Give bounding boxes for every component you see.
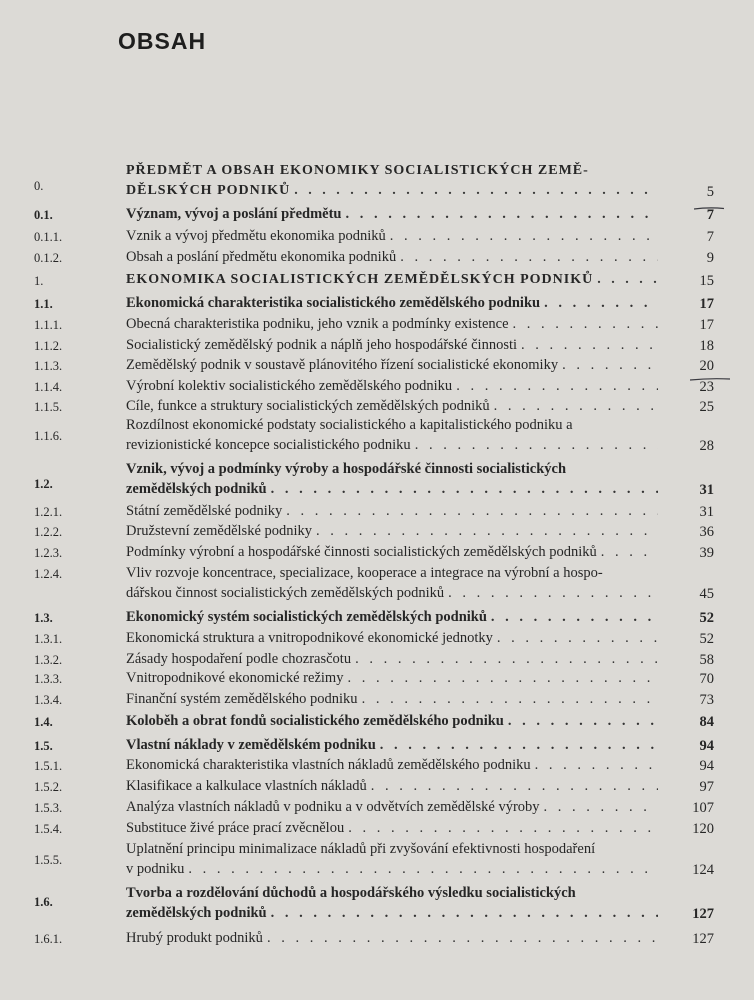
toc-entry-page: 120 xyxy=(692,821,714,837)
toc-entry-title: Význam, vývoj a poslání předmětu xyxy=(126,206,342,222)
toc-entry-number: 1. xyxy=(34,274,44,288)
toc-entry-title: Hrubý produkt podniků xyxy=(126,930,263,946)
pen-mark xyxy=(694,207,724,210)
toc-entry-title: PŘEDMĚT A OBSAH EKONOMIKY SOCIALISTICKÝCH ZEMĚ- xyxy=(126,163,589,178)
toc-entry-title: Vliv rozvoje koncentrace, specializace, kooperace a integrace na výrobní a hospo- xyxy=(126,565,603,581)
toc-entry-number: 1.3.2. xyxy=(34,653,63,667)
toc-entry-number: 1.3.3. xyxy=(34,672,63,686)
toc-entry-title: Socialistický zemědělský podnik a náplň jeho hospodářské činnosti xyxy=(126,337,518,353)
toc-entry-number: 1.3. xyxy=(34,611,53,625)
dot-leader xyxy=(376,737,658,754)
toc-entry-page: 20 xyxy=(699,358,714,374)
toc-entry-title: Zemědělský podnik v soustavě plánovitého řízení socialistické ekonomiky xyxy=(126,357,559,373)
dot-leader xyxy=(267,481,658,498)
toc-entry-title: Vlastní náklady v zemědělském podniku xyxy=(126,737,376,753)
dot-leader xyxy=(509,316,658,333)
toc-entry-page: 127 xyxy=(692,906,714,922)
toc-entry-page: 52 xyxy=(699,631,714,647)
dot-leader xyxy=(444,585,658,602)
dot-leader xyxy=(487,609,658,626)
toc-entry-title: Zásady hospodaření podle chozrasčotu xyxy=(126,651,352,667)
toc-entry-page: 70 xyxy=(699,671,714,687)
toc-entry-page: 5 xyxy=(706,184,714,200)
toc-entry-title: Ekonomická charakteristika socialistického zemědělského podniku xyxy=(126,295,541,311)
toc-entry-number: 1.4. xyxy=(34,715,53,729)
toc-entry-number: 1.1.6. xyxy=(34,429,63,443)
toc-entry-number: 1.3.4. xyxy=(34,693,63,707)
toc-entry-number: 1.5.5. xyxy=(34,853,63,867)
toc-entry-number: 1.2.2. xyxy=(34,525,63,539)
dot-leader xyxy=(358,691,658,708)
toc-entry-page: 39 xyxy=(699,545,714,561)
dot-leader xyxy=(540,799,658,816)
toc-entry-page: 17 xyxy=(699,317,714,333)
dot-leader xyxy=(593,272,658,288)
toc-entry-title: DĚLSKÝCH PODNIKŮ xyxy=(126,183,291,198)
dot-leader xyxy=(452,378,658,395)
dot-leader xyxy=(517,337,658,354)
dot-leader xyxy=(267,905,658,922)
dot-leader xyxy=(312,523,658,540)
dot-leader xyxy=(504,713,658,730)
toc-entry-number: 0.1.2. xyxy=(34,251,63,265)
toc-entry-title: revizionistické koncepce socialistického podniku xyxy=(126,437,411,453)
toc-entry-number: 1.5. xyxy=(34,739,53,753)
toc-entry-number: 0.1. xyxy=(34,208,53,222)
toc-entry-number: 0.1.1. xyxy=(34,230,63,244)
toc-entry-title: Obsah a poslání předmětu ekonomika podniků xyxy=(126,249,397,265)
toc-entry-title: Výrobní kolektiv socialistického zemědělského podniku xyxy=(126,378,453,394)
toc-entry-page: 28 xyxy=(699,438,714,454)
dot-leader xyxy=(411,437,658,454)
toc-entry-page: 107 xyxy=(692,800,714,816)
toc-entry-title: Substituce živé práce prací zvěcnělou xyxy=(126,820,345,836)
dot-leader xyxy=(342,206,659,223)
toc-entry-title: Podmínky výrobní a hospodářské činnosti socialistických zemědělských podniků xyxy=(126,544,597,560)
toc-entry-page: 124 xyxy=(692,862,714,878)
dot-leader xyxy=(540,295,658,312)
toc-entry-title: Cíle, funkce a struktury socialistických zemědělských podniků xyxy=(126,398,490,414)
toc-entry-title: Ekonomická charakteristika vlastních nákladů zemědělského podniku xyxy=(126,757,531,773)
toc-entry-page: 7 xyxy=(706,229,714,245)
dot-leader xyxy=(367,778,658,795)
dot-leader xyxy=(290,183,658,199)
dot-leader xyxy=(597,544,658,561)
toc-entry-title: Obecná charakteristika podniku, jeho vznik a podmínky existence xyxy=(126,316,509,332)
toc-entry-page: 127 xyxy=(692,931,714,947)
toc-entry-page: 31 xyxy=(699,504,714,520)
toc-entry-page: 45 xyxy=(699,586,714,602)
toc-entry-number: 1.6.1. xyxy=(34,932,63,946)
toc-entry-title: Vnitropodnikové ekonomické režimy xyxy=(126,670,344,686)
toc-entry-title: zemědělských podniků xyxy=(126,481,267,497)
toc-entry-title: dářskou činnost socialistických zemědělských podniků xyxy=(126,585,445,601)
toc-entry-title: v podniku xyxy=(126,861,185,877)
toc-entry-number: 1.5.3. xyxy=(34,801,63,815)
toc-entry-number: 1.5.4. xyxy=(34,822,63,836)
toc-entry-number: 1.1.2. xyxy=(34,339,63,353)
toc-entry-title: EKONOMIKA SOCIALISTICKÝCH ZEMĚDĚLSKÝCH PODNIKŮ xyxy=(126,272,594,287)
dot-leader xyxy=(531,757,658,774)
toc-entry-page: 73 xyxy=(699,692,714,708)
toc-entry-page: 31 xyxy=(699,482,714,498)
toc-entry-title: Ekonomická struktura a vnitropodnikové ekonomické jednotky xyxy=(126,630,493,646)
toc-entry-title: Finanční systém zemědělského podniku xyxy=(126,691,358,707)
toc-entry-number: 1.2. xyxy=(34,477,53,491)
toc-entry-title: Družstevní zemědělské podniky xyxy=(126,523,313,539)
toc-entry-page: 36 xyxy=(699,524,714,540)
toc-entry-number: 1.3.1. xyxy=(34,632,63,646)
dot-leader xyxy=(184,861,658,878)
toc-entry-page: 58 xyxy=(699,652,714,668)
toc-entry-number: 1.1.5. xyxy=(34,400,63,414)
dot-leader xyxy=(263,930,658,947)
toc-entry-title: Ekonomický systém socialistických zemědělských podniků xyxy=(126,609,487,625)
toc-entry-page: 9 xyxy=(706,250,714,266)
toc-entry-title: zemědělských podniků xyxy=(126,905,267,921)
toc-entry-title: Vznik a vývoj předmětu ekonomika podniků xyxy=(126,228,386,244)
toc-entry-number: 1.1.3. xyxy=(34,359,63,373)
toc-entry-page: 94 xyxy=(699,738,714,754)
dot-leader xyxy=(386,228,658,245)
toc-entry-number: 0. xyxy=(34,179,44,193)
toc-entry-page: 17 xyxy=(699,296,714,312)
toc-entry-number: 1.1.4. xyxy=(34,380,63,394)
dot-leader xyxy=(344,820,658,837)
toc-entry-number: 1.6. xyxy=(34,895,53,909)
toc-entry-title: Analýza vlastních nákladů v podniku a v odvětvích zemědělské výroby xyxy=(126,799,540,815)
toc-entry-page: 25 xyxy=(699,399,714,415)
toc-entry-page: 84 xyxy=(699,714,714,730)
toc-entry-page: 23 xyxy=(699,379,714,395)
toc-entry-title: Vznik, vývoj a podmínky výroby a hospodářské činnosti socialistických xyxy=(126,461,567,477)
toc-entry-page: 18 xyxy=(699,338,714,354)
toc-entry-title: Rozdílnost ekonomické podstaty socialistického a kapitalistického podniku a xyxy=(126,417,573,433)
dot-leader xyxy=(351,651,658,668)
pen-mark xyxy=(690,378,730,381)
dot-leader xyxy=(343,670,658,687)
toc-entry-title: Koloběh a obrat fondů socialistického zemědělského podniku xyxy=(126,713,504,729)
dot-leader xyxy=(558,357,658,374)
toc-entry-number: 1.2.1. xyxy=(34,505,63,519)
toc-entry-title: Klasifikace a kalkulace vlastních nákladů xyxy=(126,778,367,794)
toc-entry-number: 1.2.4. xyxy=(34,567,63,581)
dot-leader xyxy=(396,249,658,266)
toc-entry-number: 1.5.1. xyxy=(34,759,63,773)
dot-leader xyxy=(490,398,658,415)
toc-entry-title: Státní zemědělské podniky xyxy=(126,503,283,519)
dot-leader xyxy=(282,503,658,520)
toc-entry-number: 1.5.2. xyxy=(34,780,63,794)
page-title: OBSAH xyxy=(118,28,207,54)
toc-entry-page: 94 xyxy=(699,758,714,774)
toc-entry-title: Tvorba a rozdělování důchodů a hospodářského výsledku socialistických xyxy=(126,885,576,901)
toc-entry-number: 1.1.1. xyxy=(34,318,63,332)
toc-entry-number: 1.2.3. xyxy=(34,546,63,560)
toc-entry-page: 7 xyxy=(706,207,714,223)
dot-leader xyxy=(493,630,658,647)
toc-entry-title: Uplatnění principu minimalizace nákladů při zvyšování efektivnosti hospodaření xyxy=(126,841,596,857)
toc-entry-page: 97 xyxy=(699,779,714,795)
toc-entry-page: 52 xyxy=(699,610,714,626)
toc-entry-page: 15 xyxy=(699,273,714,289)
toc-entry-number: 1.1. xyxy=(34,297,53,311)
